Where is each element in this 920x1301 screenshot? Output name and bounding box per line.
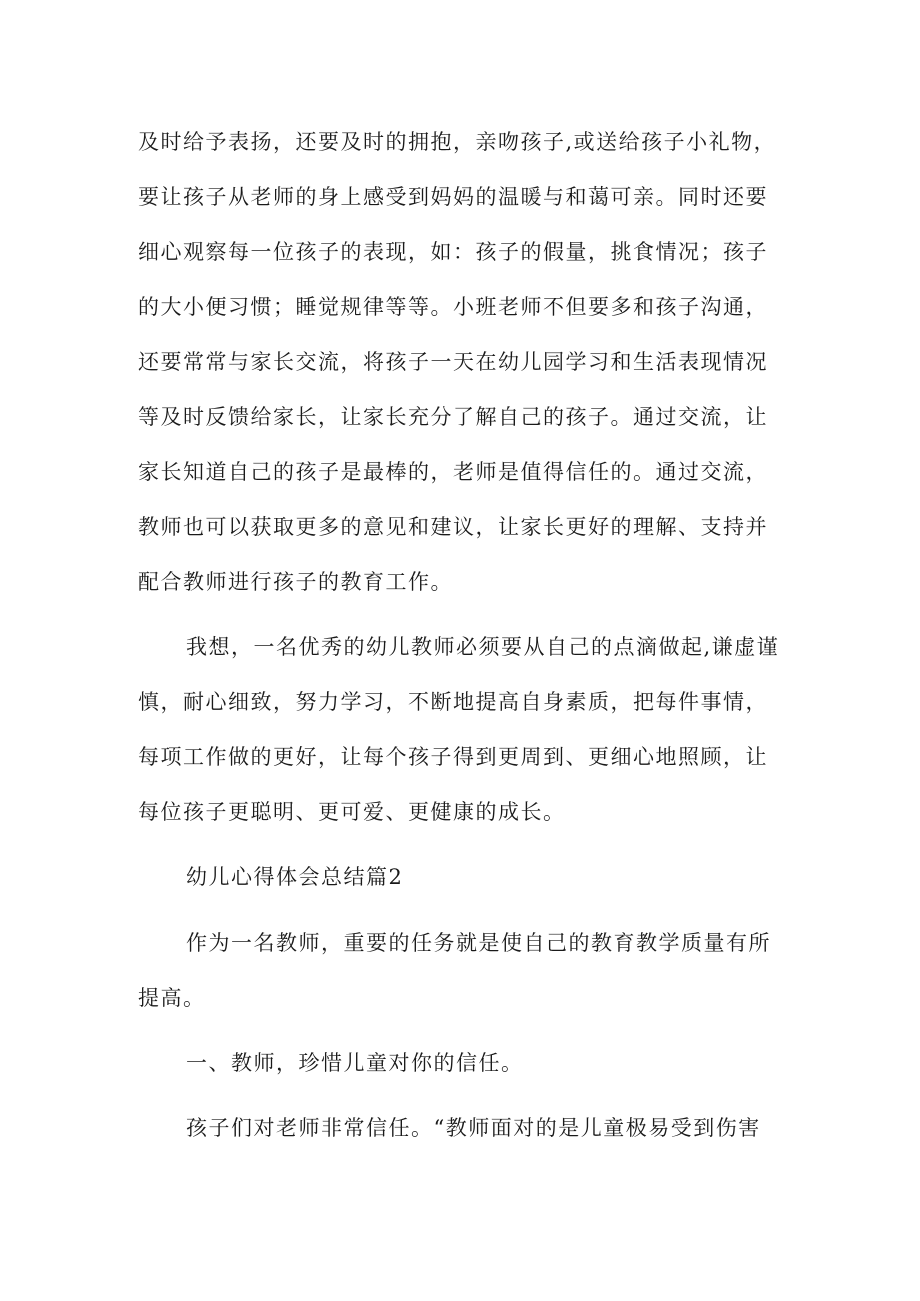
paragraph-line: 等及时反馈给家长，让家长充分了解自己的孩子。通过交流，让 <box>138 405 768 429</box>
paragraph-line: 教师也可以获取更多的意见和建议，让家长更好的理解、支持并 <box>138 515 768 539</box>
subheading: 一、教师，珍惜儿童对你的信任。 <box>186 1051 524 1075</box>
paragraph-line: 家长知道自己的孩子是最棒的，老师是值得信任的。通过交流， <box>138 460 768 484</box>
paragraph-line: 提高。 <box>138 986 206 1010</box>
paragraph-line: 每位孩子更聪明、更可爱、更健康的成长。 <box>138 800 566 824</box>
paragraph-line: 还要常常与家长交流，将孩子一天在幼儿园学习和生活表现情况 <box>138 350 768 374</box>
section-heading: 幼儿心得体会总结篇2 <box>186 865 404 889</box>
paragraph-line: 慎，耐心细致，努力学习，不断地提高自身素质，把每件事情， <box>138 690 768 714</box>
paragraph-line: 孩子们对老师非常信任。“教师面对的是儿童极易受到伤害 <box>186 1116 761 1140</box>
paragraph-line: 我想，一名优秀的幼儿教师必须要从自己的点滴做起,谦虚谨 <box>186 635 780 659</box>
paragraph-line: 及时给予表扬，还要及时的拥抱，亲吻孩子,或送给孩子小礼物， <box>138 130 777 154</box>
paragraph-line: 每项工作做的更好，让每个孩子得到更周到、更细心地照顾，让 <box>138 745 768 769</box>
paragraph-line: 配合教师进行孩子的教育工作。 <box>138 570 453 594</box>
paragraph-line: 要让孩子从老师的身上感受到妈妈的温暖与和蔼可亲。同时还要 <box>138 185 768 209</box>
paragraph-line: 的大小便习惯；睡觉规律等等。小班老师不但要多和孩子沟通， <box>138 295 768 319</box>
paragraph-line: 作为一名教师，重要的任务就是使自己的教育教学质量有所 <box>186 931 771 955</box>
paragraph-line: 细心观察每一位孩子的表现，如：孩子的假量，挑食情况；孩子 <box>138 240 768 264</box>
